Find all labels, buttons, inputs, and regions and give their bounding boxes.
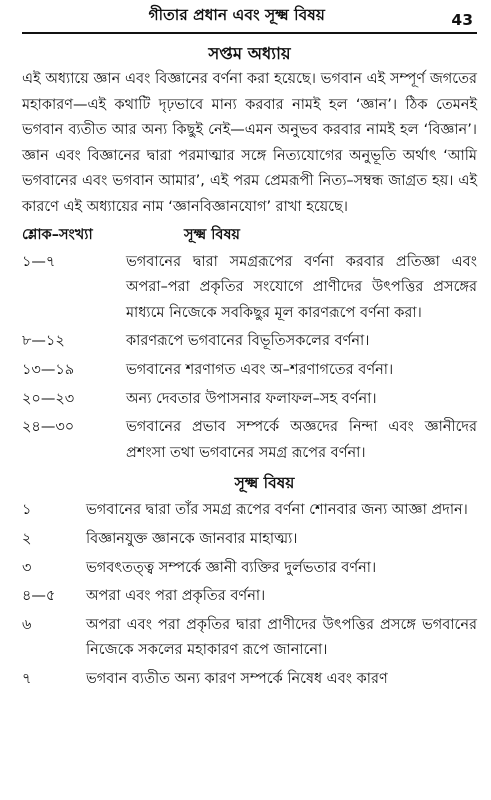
list-item <box>22 527 477 553</box>
running-title: গীতার প্রধান এবং সূক্ষ্ম বিষয় <box>148 6 325 24</box>
list-item <box>22 329 477 355</box>
list-item <box>22 584 477 610</box>
topic-text: বিজ্ঞানযুক্ত জ্ঞানকে জানবার মাহাত্ম্য। <box>86 530 298 547</box>
verse-range: ১৩—১৯ <box>22 361 75 378</box>
verse-number-header: শ্লোক–সংখ্যা <box>22 226 93 243</box>
topic-text: অপরা এবং পরা প্রকৃতির দ্বারা প্রাণীদের উৎপত্তির প্রসঙ্গে ভগবানের নিজেকে সকলের মহাকারণ রূপে জানানো। <box>86 616 477 659</box>
topic-text: অপরা এবং পরা প্রকৃতির বর্ণনা। <box>86 588 266 605</box>
verse-range: ২৪—৩০ <box>22 419 75 436</box>
main-topics-list <box>22 250 477 467</box>
verse-range: ৩ <box>22 559 32 576</box>
intro-paragraph: এই অধ্যায়ে জ্ঞান এবং বিজ্ঞানের বর্ণনা করা হয়েছে। ভগবান এই সম্পূর্ণ জগতের মহাকারণ—এই কথাটি দৃঢ়ভাবে মান্য করবার নামই হল ‘জ্ঞান’। ঠিক তেমনই ভগবান ব্যতীত আর অন্য কিছুই নেই—এমন অনুভব করবার নামই হল ‘বিজ্ঞান’। জ্ঞান এবং বিজ্ঞানের দ্বারা পরমাত্মার সঙ্গে নিত্যযোগের অনুভূতি অর্থাৎ ‘আমি ভগবানের এবং ভগবান আমার’, এই পরম প্রেমরূপী নিত্য–সম্বন্ধ জাগ্রত হয়। এই কারণে এই অধ্যায়ের নাম ‘জ্ঞানবিজ্ঞানযোগ’ রাখা হয়েছে। <box>22 71 477 215</box>
section-title: সূক্ষ্ম বিষয় <box>234 474 295 493</box>
list-item <box>22 358 477 384</box>
list-item <box>22 387 477 413</box>
list-item <box>22 250 477 327</box>
list-item <box>22 498 477 524</box>
verse-range: ১ <box>22 502 32 519</box>
topic-text: অন্য দেবতার উপাসনার ফলাফল–সহ বর্ণনা। <box>126 390 377 407</box>
verse-range: ৬ <box>22 616 32 633</box>
detail-topics-list <box>22 498 477 692</box>
verse-range: ৪—৫ <box>22 588 56 605</box>
topic-text: ভগবানের শরণাগত এবং অ–শরণাগতের বর্ণনা। <box>126 361 394 378</box>
topic-text: ভগবানের দ্বারা তাঁর সমগ্র রূপের বর্ণনা শোনবার জন্য আজ্ঞা প্রদান। <box>86 502 468 519</box>
topic-text: ভগবানের প্রভাব সম্পর্কে অজ্ঞদের নিন্দা এবং জ্ঞানীদের প্রশংসা তথা ভগবানের সমগ্র রূপের বর্ণনা। <box>126 419 477 461</box>
chapter-title: সপ্তম অধ্যায় <box>208 44 291 63</box>
topic-text: ভগবৎতত্ত্ব সম্পর্কে জ্ঞানী ব্যক্তির দুর্লভতার বর্ণনা। <box>86 559 377 576</box>
topic-text: কারণরূপে ভগবানের বিভূতিসকলের বর্ণনা। <box>126 333 370 350</box>
list-item <box>22 415 477 466</box>
table-header <box>22 223 477 247</box>
verse-range: ৭ <box>22 670 32 687</box>
verse-range: ১—৭ <box>22 253 56 270</box>
list-item <box>22 556 477 582</box>
running-header <box>22 0 477 34</box>
topic-header: সূক্ষ্ম বিষয় <box>184 226 240 243</box>
verse-range: ৮—১২ <box>22 333 65 350</box>
list-item <box>22 613 477 664</box>
verse-range: ২০—২৩ <box>22 390 75 407</box>
verse-range: ২ <box>22 530 32 547</box>
page-number: 43 <box>451 11 473 29</box>
topic-text: ভগবানের দ্বারা সমগ্ররূপের বর্ণনা করবার প্রতিজ্ঞা এবং অপরা–পরা প্রকৃতির সংযোগে প্রাণীদের উৎপত্তির প্রসঙ্গের মাধ্যমে নিজেকে সবকিছুর মূল কারণরূপে বর্ণনা করা। <box>126 253 477 321</box>
topic-text: ভগবান ব্যতীত অন্য কারণ সম্পর্কে নিষেধ এবং কারণ <box>86 670 388 687</box>
list-item <box>22 667 477 693</box>
